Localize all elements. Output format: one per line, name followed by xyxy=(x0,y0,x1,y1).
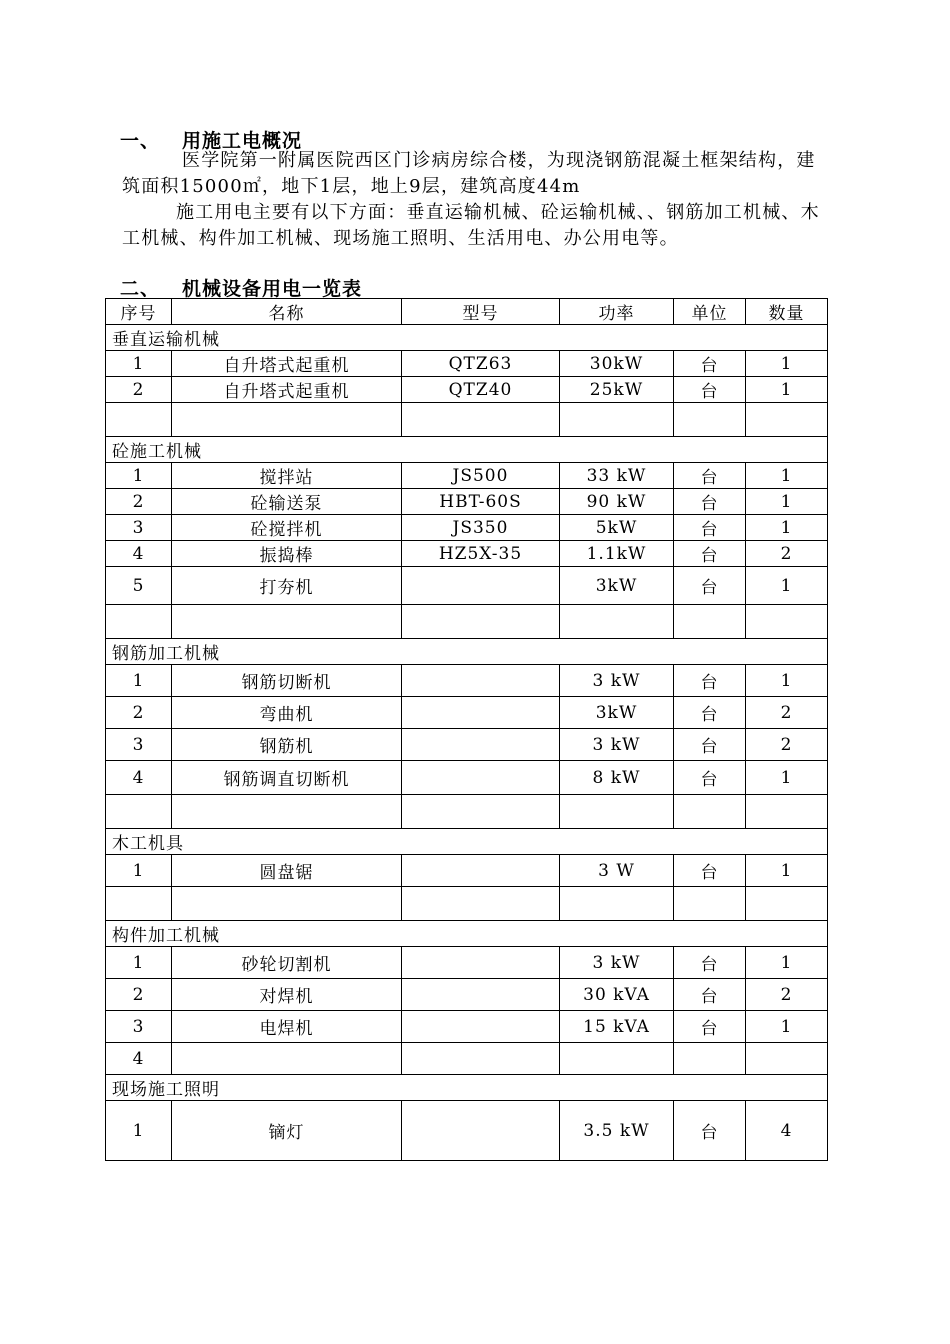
group-title-row xyxy=(106,325,828,351)
cell-power: 3 kW xyxy=(560,729,674,761)
cell-name: 砂轮切割机 xyxy=(172,947,402,979)
group-title-row xyxy=(106,437,828,463)
cell-quantity: 2 xyxy=(746,541,828,567)
header-unit: 单位 xyxy=(674,299,746,325)
cell-name xyxy=(172,605,402,639)
cell-index: 2 xyxy=(106,377,172,403)
cell-index: 1 xyxy=(106,463,172,489)
cell-quantity: 1 xyxy=(746,351,828,377)
table-row xyxy=(106,887,828,921)
table-row xyxy=(106,567,828,605)
cell-quantity: 1 xyxy=(746,947,828,979)
cell-unit: 台 xyxy=(674,697,746,729)
cell-quantity: 2 xyxy=(746,979,828,1011)
cell-quantity xyxy=(746,795,828,829)
cell-unit: 台 xyxy=(674,463,746,489)
cell-unit: 台 xyxy=(674,377,746,403)
cell-power: 30 kVA xyxy=(560,979,674,1011)
cell-model xyxy=(402,665,560,697)
cell-index: 2 xyxy=(106,697,172,729)
cell-model xyxy=(402,729,560,761)
table-row xyxy=(106,795,828,829)
cell-power: 3 kW xyxy=(560,947,674,979)
table-header-row xyxy=(106,299,828,325)
cell-power: 30kW xyxy=(560,351,674,377)
cell-model xyxy=(402,947,560,979)
cell-unit: 台 xyxy=(674,351,746,377)
cell-model xyxy=(402,697,560,729)
cell-unit: 台 xyxy=(674,665,746,697)
cell-index: 2 xyxy=(106,979,172,1011)
cell-quantity: 1 xyxy=(746,567,828,605)
section-1-title: 用施工电概况 xyxy=(182,130,303,152)
table-row xyxy=(106,855,828,887)
cell-name: 砼输送泵 xyxy=(172,489,402,515)
header-index: 序号 xyxy=(106,299,172,325)
cell-name: 钢筋调直切断机 xyxy=(172,761,402,795)
cell-unit: 台 xyxy=(674,489,746,515)
table-row xyxy=(106,463,828,489)
cell-name: 搅拌站 xyxy=(172,463,402,489)
cell-unit: 台 xyxy=(674,567,746,605)
cell-quantity: 2 xyxy=(746,697,828,729)
cell-model xyxy=(402,403,560,437)
cell-index: 4 xyxy=(106,541,172,567)
group-title-row xyxy=(106,639,828,665)
cell-index: 3 xyxy=(106,729,172,761)
group-title: 构件加工机械 xyxy=(106,921,828,947)
cell-power: 3.5 kW xyxy=(560,1101,674,1161)
cell-unit xyxy=(674,887,746,921)
cell-index: 3 xyxy=(106,1011,172,1043)
cell-index: 1 xyxy=(106,855,172,887)
cell-index: 4 xyxy=(106,761,172,795)
cell-unit: 台 xyxy=(674,855,746,887)
cell-quantity xyxy=(746,1043,828,1075)
cell-unit xyxy=(674,403,746,437)
group-title: 钢筋加工机械 xyxy=(106,639,828,665)
cell-model: QTZ63 xyxy=(402,351,560,377)
table-row xyxy=(106,1101,828,1161)
cell-name xyxy=(172,887,402,921)
cell-power: 1.1kW xyxy=(560,541,674,567)
cell-name: 振捣棒 xyxy=(172,541,402,567)
header-quantity: 数量 xyxy=(746,299,828,325)
cell-power: 3 W xyxy=(560,855,674,887)
table-row xyxy=(106,761,828,795)
cell-name: 钢筋切断机 xyxy=(172,665,402,697)
cell-power xyxy=(560,887,674,921)
cell-model: JS500 xyxy=(402,463,560,489)
cell-power: 3kW xyxy=(560,567,674,605)
cell-model xyxy=(402,1101,560,1161)
table-row xyxy=(106,541,828,567)
header-name: 名称 xyxy=(172,299,402,325)
cell-power xyxy=(560,403,674,437)
cell-model xyxy=(402,795,560,829)
cell-unit: 台 xyxy=(674,947,746,979)
table-body xyxy=(106,325,828,1161)
cell-unit: 台 xyxy=(674,1101,746,1161)
group-title: 木工机具 xyxy=(106,829,828,855)
table-row xyxy=(106,351,828,377)
group-title-row xyxy=(106,921,828,947)
table-row xyxy=(106,377,828,403)
cell-quantity: 1 xyxy=(746,515,828,541)
cell-model xyxy=(402,855,560,887)
header-model: 型号 xyxy=(402,299,560,325)
cell-quantity: 1 xyxy=(746,489,828,515)
cell-unit: 台 xyxy=(674,541,746,567)
cell-name xyxy=(172,403,402,437)
cell-unit: 台 xyxy=(674,729,746,761)
cell-unit: 台 xyxy=(674,761,746,795)
cell-power xyxy=(560,605,674,639)
cell-unit: 台 xyxy=(674,515,746,541)
cell-index xyxy=(106,887,172,921)
table-row xyxy=(106,1011,828,1043)
cell-index: 2 xyxy=(106,489,172,515)
table-row xyxy=(106,403,828,437)
cell-model xyxy=(402,887,560,921)
table-row xyxy=(106,979,828,1011)
cell-name: 自升塔式起重机 xyxy=(172,377,402,403)
cell-name: 自升塔式起重机 xyxy=(172,351,402,377)
cell-quantity: 1 xyxy=(746,377,828,403)
cell-quantity xyxy=(746,403,828,437)
cell-quantity: 1 xyxy=(746,855,828,887)
cell-unit xyxy=(674,605,746,639)
cell-model xyxy=(402,761,560,795)
cell-name: 圆盘锯 xyxy=(172,855,402,887)
cell-quantity: 4 xyxy=(746,1101,828,1161)
cell-name: 打夯机 xyxy=(172,567,402,605)
cell-index: 1 xyxy=(106,947,172,979)
cell-unit xyxy=(674,1043,746,1075)
cell-index: 5 xyxy=(106,567,172,605)
power-usage-paragraph: 施工用电主要有以下方面：垂直运输机械、砼运输机械、、钢筋加工机械、木工机械、构件加工机械、现场施工照明、生活用电、办公用电等。 xyxy=(122,202,820,249)
cell-name: 弯曲机 xyxy=(172,697,402,729)
cell-power: 33 kW xyxy=(560,463,674,489)
group-title: 砼施工机械 xyxy=(106,437,828,463)
cell-quantity: 1 xyxy=(746,665,828,697)
cell-index xyxy=(106,605,172,639)
cell-quantity: 1 xyxy=(746,1011,828,1043)
cell-power: 3kW xyxy=(560,697,674,729)
cell-unit xyxy=(674,795,746,829)
cell-model: HZ5X-35 xyxy=(402,541,560,567)
cell-quantity: 2 xyxy=(746,729,828,761)
table-row xyxy=(106,605,828,639)
cell-index xyxy=(106,795,172,829)
overview-paragraph: 医学院第一附属医院西区门诊病房综合楼，为现浇钢筋混凝土框架结构，建筑面积15000㎡，地下1层，地上9层，建筑高度44m xyxy=(122,150,816,197)
cell-index: 1 xyxy=(106,351,172,377)
section-2-heading xyxy=(120,274,362,301)
table-row xyxy=(106,697,828,729)
cell-name: 砼搅拌机 xyxy=(172,515,402,541)
cell-power xyxy=(560,795,674,829)
equipment-power-table xyxy=(105,298,828,1161)
cell-name xyxy=(172,795,402,829)
cell-power: 8 kW xyxy=(560,761,674,795)
table-row xyxy=(106,489,828,515)
cell-model xyxy=(402,605,560,639)
cell-model: JS350 xyxy=(402,515,560,541)
cell-power xyxy=(560,1043,674,1075)
cell-power: 25kW xyxy=(560,377,674,403)
cell-index: 1 xyxy=(106,665,172,697)
cell-index: 1 xyxy=(106,1101,172,1161)
group-title: 垂直运输机械 xyxy=(106,325,828,351)
table-row xyxy=(106,947,828,979)
table-row xyxy=(106,729,828,761)
cell-power: 90 kW xyxy=(560,489,674,515)
section-2-number: 二、 xyxy=(120,278,161,300)
section-2-title: 机械设备用电一览表 xyxy=(182,278,363,300)
cell-quantity xyxy=(746,605,828,639)
cell-quantity: 1 xyxy=(746,761,828,795)
cell-index: 4 xyxy=(106,1043,172,1075)
cell-index xyxy=(106,403,172,437)
table-row xyxy=(106,665,828,697)
cell-quantity: 1 xyxy=(746,463,828,489)
group-title-row xyxy=(106,1075,828,1101)
cell-name xyxy=(172,1043,402,1075)
cell-index: 3 xyxy=(106,515,172,541)
cell-name: 对焊机 xyxy=(172,979,402,1011)
table-row xyxy=(106,515,828,541)
cell-quantity xyxy=(746,887,828,921)
cell-power: 3 kW xyxy=(560,665,674,697)
group-title: 现场施工照明 xyxy=(106,1075,828,1101)
cell-power: 15 kVA xyxy=(560,1011,674,1043)
table-row xyxy=(106,1043,828,1075)
cell-model: QTZ40 xyxy=(402,377,560,403)
cell-power: 5kW xyxy=(560,515,674,541)
cell-model: HBT-60S xyxy=(402,489,560,515)
cell-unit: 台 xyxy=(674,979,746,1011)
cell-model xyxy=(402,567,560,605)
section-1-number: 一、 xyxy=(120,130,161,152)
group-title-row xyxy=(106,829,828,855)
cell-model xyxy=(402,979,560,1011)
cell-name: 电焊机 xyxy=(172,1011,402,1043)
cell-model xyxy=(402,1043,560,1075)
cell-name: 镝灯 xyxy=(172,1101,402,1161)
header-power: 功率 xyxy=(560,299,674,325)
cell-name: 钢筋机 xyxy=(172,729,402,761)
cell-model xyxy=(402,1011,560,1043)
cell-unit: 台 xyxy=(674,1011,746,1043)
